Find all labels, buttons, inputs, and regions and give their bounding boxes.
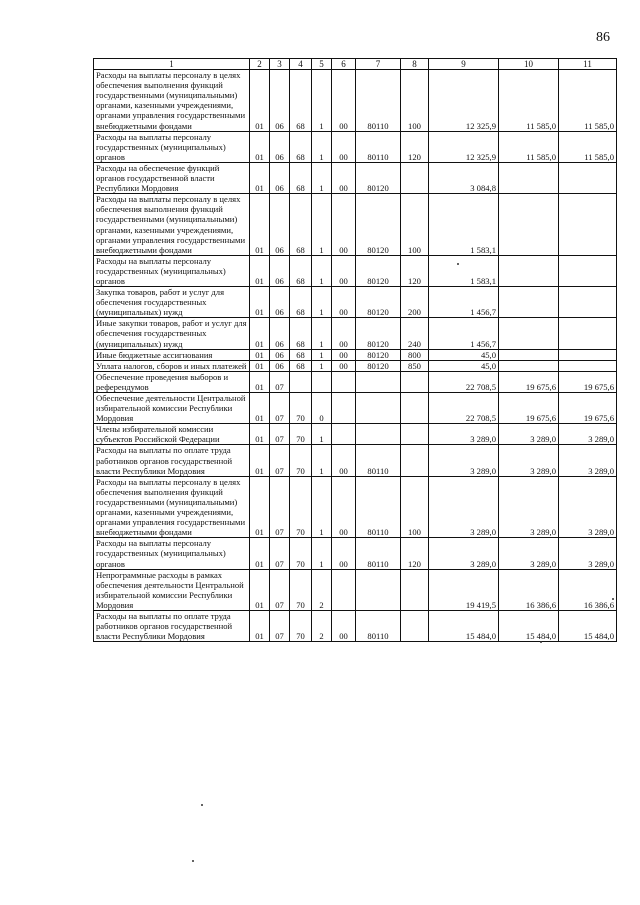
amount-cell (499, 162, 559, 193)
code-cell: 06 (270, 162, 290, 193)
column-header: 8 (401, 59, 429, 70)
code-cell: 01 (250, 476, 270, 538)
expense-name-cell: Расходы на выплаты по оплате труда работников органов государственной власти Республики Мордовия (94, 610, 250, 641)
amount-cell: 19 419,5 (429, 569, 499, 610)
code-cell (401, 162, 429, 193)
code-cell (401, 371, 429, 392)
code-cell (401, 445, 429, 476)
amount-cell (499, 318, 559, 349)
column-header: 9 (429, 59, 499, 70)
code-cell: 2 (312, 569, 332, 610)
amount-cell (559, 162, 617, 193)
expense-name-cell: Иные закупки товаров, работ и услуг для обеспечения государственных (муниципальных) нужд (94, 318, 250, 349)
amount-cell: 19 675,6 (559, 371, 617, 392)
code-cell: 68 (290, 131, 312, 162)
code-cell (312, 371, 332, 392)
amount-cell: 19 675,6 (499, 371, 559, 392)
amount-cell (499, 287, 559, 318)
amount-cell: 3 289,0 (499, 445, 559, 476)
code-cell: 06 (270, 194, 290, 256)
amount-cell: 1 583,1 (429, 194, 499, 256)
code-cell: 68 (290, 360, 312, 371)
amount-cell: 45,0 (429, 360, 499, 371)
table-row (94, 131, 617, 162)
table-row (94, 569, 617, 610)
code-cell: 1 (312, 349, 332, 360)
code-cell: 80110 (356, 131, 401, 162)
amount-cell: 3 289,0 (559, 476, 617, 538)
code-cell: 01 (250, 162, 270, 193)
expense-name-cell: Иные бюджетные ассигнования (94, 349, 250, 360)
amount-cell: 3 289,0 (499, 538, 559, 569)
amount-cell: 22 708,5 (429, 393, 499, 424)
amount-cell: 11 585,0 (499, 70, 559, 132)
code-cell: 06 (270, 318, 290, 349)
expense-name-cell: Расходы на выплаты персоналу государственных (муниципальных) органов (94, 131, 250, 162)
code-cell: 70 (290, 569, 312, 610)
amount-cell: 12 325,9 (429, 70, 499, 132)
amount-cell (499, 349, 559, 360)
amount-cell: 3 289,0 (559, 424, 617, 445)
code-cell: 68 (290, 318, 312, 349)
expense-name-cell: Непрограммные расходы в рамках обеспечения деятельности Центральной избирательной комиссии Республики Мордовия (94, 569, 250, 610)
code-cell (401, 610, 429, 641)
table-row (94, 318, 617, 349)
code-cell: 1 (312, 70, 332, 132)
expense-name-cell: Расходы на обеспечение функций органов государственной власти Республики Мордовия (94, 162, 250, 193)
table-row (94, 610, 617, 641)
scan-speck (540, 641, 542, 643)
code-cell: 1 (312, 360, 332, 371)
code-cell: 80120 (356, 194, 401, 256)
amount-cell (499, 360, 559, 371)
code-cell: 80120 (356, 255, 401, 286)
code-cell: 00 (332, 476, 356, 538)
code-cell (401, 393, 429, 424)
column-header: 5 (312, 59, 332, 70)
table-row (94, 194, 617, 256)
amount-cell: 11 585,0 (559, 70, 617, 132)
code-cell: 70 (290, 445, 312, 476)
table-header-row (94, 59, 617, 70)
code-cell (332, 569, 356, 610)
amount-cell: 15 484,0 (559, 610, 617, 641)
table-row (94, 424, 617, 445)
amount-cell: 45,0 (429, 349, 499, 360)
code-cell: 07 (270, 371, 290, 392)
amount-cell: 19 675,6 (559, 393, 617, 424)
amount-cell: 3 289,0 (429, 424, 499, 445)
code-cell: 70 (290, 538, 312, 569)
code-cell: 70 (290, 476, 312, 538)
amount-cell (499, 194, 559, 256)
code-cell: 00 (332, 445, 356, 476)
code-cell: 00 (332, 349, 356, 360)
expense-name-cell: Члены избирательной комиссии субъектов Российской Федерации (94, 424, 250, 445)
code-cell: 1 (312, 194, 332, 256)
code-cell: 01 (250, 70, 270, 132)
amount-cell: 3 289,0 (559, 445, 617, 476)
code-cell: 00 (332, 360, 356, 371)
code-cell: 200 (401, 287, 429, 318)
code-cell: 0 (312, 393, 332, 424)
code-cell: 80120 (356, 318, 401, 349)
code-cell: 80110 (356, 70, 401, 132)
scan-speck (612, 598, 614, 600)
code-cell: 01 (250, 610, 270, 641)
amount-cell: 3 289,0 (559, 538, 617, 569)
column-header: 6 (332, 59, 356, 70)
amount-cell: 3 289,0 (429, 476, 499, 538)
code-cell: 80110 (356, 445, 401, 476)
amount-cell: 3 084,8 (429, 162, 499, 193)
code-cell: 68 (290, 194, 312, 256)
code-cell: 01 (250, 445, 270, 476)
table-row (94, 349, 617, 360)
code-cell: 00 (332, 194, 356, 256)
table-row (94, 538, 617, 569)
code-cell: 07 (270, 393, 290, 424)
amount-cell: 1 456,7 (429, 318, 499, 349)
code-cell: 00 (332, 538, 356, 569)
code-cell: 2 (312, 610, 332, 641)
expense-name-cell: Расходы на выплаты персоналу в целях обеспечения выполнения функций государственными (муниципальными) органами, казенными учреждениями, органами управления государственными внебюджетными фондами (94, 194, 250, 256)
code-cell: 1 (312, 424, 332, 445)
scan-speck (192, 860, 194, 862)
code-cell: 100 (401, 476, 429, 538)
expense-name-cell: Обеспечение проведения выборов и референдумов (94, 371, 250, 392)
amount-cell (499, 255, 559, 286)
amount-cell: 1 456,7 (429, 287, 499, 318)
code-cell: 06 (270, 287, 290, 318)
column-header: 11 (559, 59, 617, 70)
expense-name-cell: Уплата налогов, сборов и иных платежей (94, 360, 250, 371)
amount-cell: 12 325,9 (429, 131, 499, 162)
code-cell: 01 (250, 131, 270, 162)
amount-cell: 3 289,0 (429, 538, 499, 569)
column-header: 7 (356, 59, 401, 70)
table-row (94, 371, 617, 392)
code-cell: 01 (250, 194, 270, 256)
code-cell: 1 (312, 255, 332, 286)
page-number: 86 (596, 30, 610, 45)
expense-name-cell: Расходы на выплаты персоналу в целях обеспечения выполнения функций государственными (муниципальными) органами, казенными учреждениями, органами управления государственными внебюджетными фондами (94, 70, 250, 132)
code-cell: 06 (270, 360, 290, 371)
code-cell: 240 (401, 318, 429, 349)
amount-cell: 11 585,0 (559, 131, 617, 162)
code-cell: 07 (270, 424, 290, 445)
amount-cell: 15 484,0 (429, 610, 499, 641)
code-cell: 80110 (356, 610, 401, 641)
code-cell (332, 424, 356, 445)
code-cell: 01 (250, 393, 270, 424)
code-cell: 00 (332, 318, 356, 349)
code-cell: 80120 (356, 162, 401, 193)
code-cell: 68 (290, 349, 312, 360)
amount-cell: 16 386,6 (559, 569, 617, 610)
code-cell: 1 (312, 287, 332, 318)
code-cell: 00 (332, 131, 356, 162)
code-cell (401, 569, 429, 610)
amount-cell (559, 255, 617, 286)
amount-cell (559, 349, 617, 360)
code-cell: 00 (332, 255, 356, 286)
code-cell: 68 (290, 255, 312, 286)
table-row (94, 393, 617, 424)
table-row (94, 476, 617, 538)
code-cell (356, 371, 401, 392)
amount-cell: 16 386,6 (499, 569, 559, 610)
code-cell: 06 (270, 255, 290, 286)
code-cell: 120 (401, 538, 429, 569)
code-cell: 80110 (356, 476, 401, 538)
amount-cell (559, 360, 617, 371)
amount-cell: 1 583,1 (429, 255, 499, 286)
amount-cell: 3 289,0 (499, 476, 559, 538)
code-cell: 68 (290, 70, 312, 132)
code-cell: 68 (290, 162, 312, 193)
table-row (94, 255, 617, 286)
code-cell (356, 393, 401, 424)
code-cell: 01 (250, 318, 270, 349)
code-cell: 06 (270, 70, 290, 132)
code-cell: 1 (312, 476, 332, 538)
code-cell: 80110 (356, 538, 401, 569)
code-cell: 01 (250, 424, 270, 445)
code-cell: 100 (401, 70, 429, 132)
expense-name-cell: Расходы на выплаты персоналу в целях обеспечения выполнения функций государственными (муниципальными) органами, казенными учреждениями, органами управления государственными внебюджетными фондами (94, 476, 250, 538)
code-cell: 00 (332, 287, 356, 318)
code-cell (356, 569, 401, 610)
expense-name-cell: Расходы на выплаты персоналу государственных (муниципальных) органов (94, 255, 250, 286)
code-cell: 01 (250, 360, 270, 371)
expense-name-cell: Расходы на выплаты персоналу государственных (муниципальных) органов (94, 538, 250, 569)
code-cell: 01 (250, 349, 270, 360)
table-row (94, 360, 617, 371)
amount-cell: 3 289,0 (499, 424, 559, 445)
code-cell: 01 (250, 287, 270, 318)
expense-name-cell: Расходы на выплаты по оплате труда работников органов государственной власти Республики Мордовия (94, 445, 250, 476)
code-cell: 70 (290, 424, 312, 445)
code-cell: 07 (270, 476, 290, 538)
expense-name-cell: Обеспечение деятельности Центральной избирательной комиссии Республики Мордовия (94, 393, 250, 424)
amount-cell: 11 585,0 (499, 131, 559, 162)
column-header: 4 (290, 59, 312, 70)
code-cell: 00 (332, 70, 356, 132)
code-cell: 07 (270, 569, 290, 610)
amount-cell: 3 289,0 (429, 445, 499, 476)
scan-speck (457, 263, 459, 265)
code-cell: 850 (401, 360, 429, 371)
code-cell: 01 (250, 538, 270, 569)
expense-name-cell: Закупка товаров, работ и услуг для обеспечения государственных (муниципальных) нужд (94, 287, 250, 318)
table-row (94, 445, 617, 476)
column-header: 10 (499, 59, 559, 70)
code-cell: 01 (250, 255, 270, 286)
code-cell: 06 (270, 131, 290, 162)
code-cell: 80120 (356, 349, 401, 360)
table-row (94, 287, 617, 318)
code-cell (356, 424, 401, 445)
code-cell: 800 (401, 349, 429, 360)
code-cell: 1 (312, 318, 332, 349)
code-cell: 70 (290, 393, 312, 424)
code-cell: 1 (312, 162, 332, 193)
code-cell: 00 (332, 610, 356, 641)
code-cell (332, 371, 356, 392)
code-cell (401, 424, 429, 445)
code-cell: 1 (312, 445, 332, 476)
code-cell: 100 (401, 194, 429, 256)
budget-table (93, 58, 617, 642)
code-cell: 70 (290, 610, 312, 641)
scan-speck (201, 804, 203, 806)
column-header: 2 (250, 59, 270, 70)
code-cell: 00 (332, 162, 356, 193)
code-cell: 06 (270, 349, 290, 360)
code-cell: 07 (270, 538, 290, 569)
code-cell: 120 (401, 131, 429, 162)
table-row (94, 70, 617, 132)
code-cell (332, 393, 356, 424)
column-header: 1 (94, 59, 250, 70)
code-cell: 01 (250, 569, 270, 610)
amount-cell: 19 675,6 (499, 393, 559, 424)
code-cell: 120 (401, 255, 429, 286)
code-cell: 80120 (356, 360, 401, 371)
amount-cell (559, 318, 617, 349)
amount-cell: 15 484,0 (499, 610, 559, 641)
code-cell: 07 (270, 445, 290, 476)
code-cell: 1 (312, 538, 332, 569)
code-cell: 07 (270, 610, 290, 641)
amount-cell (559, 194, 617, 256)
amount-cell: 22 708,5 (429, 371, 499, 392)
amount-cell (559, 287, 617, 318)
table-row (94, 162, 617, 193)
code-cell: 80120 (356, 287, 401, 318)
code-cell: 1 (312, 131, 332, 162)
code-cell: 68 (290, 287, 312, 318)
code-cell: 01 (250, 371, 270, 392)
code-cell (290, 371, 312, 392)
column-header: 3 (270, 59, 290, 70)
